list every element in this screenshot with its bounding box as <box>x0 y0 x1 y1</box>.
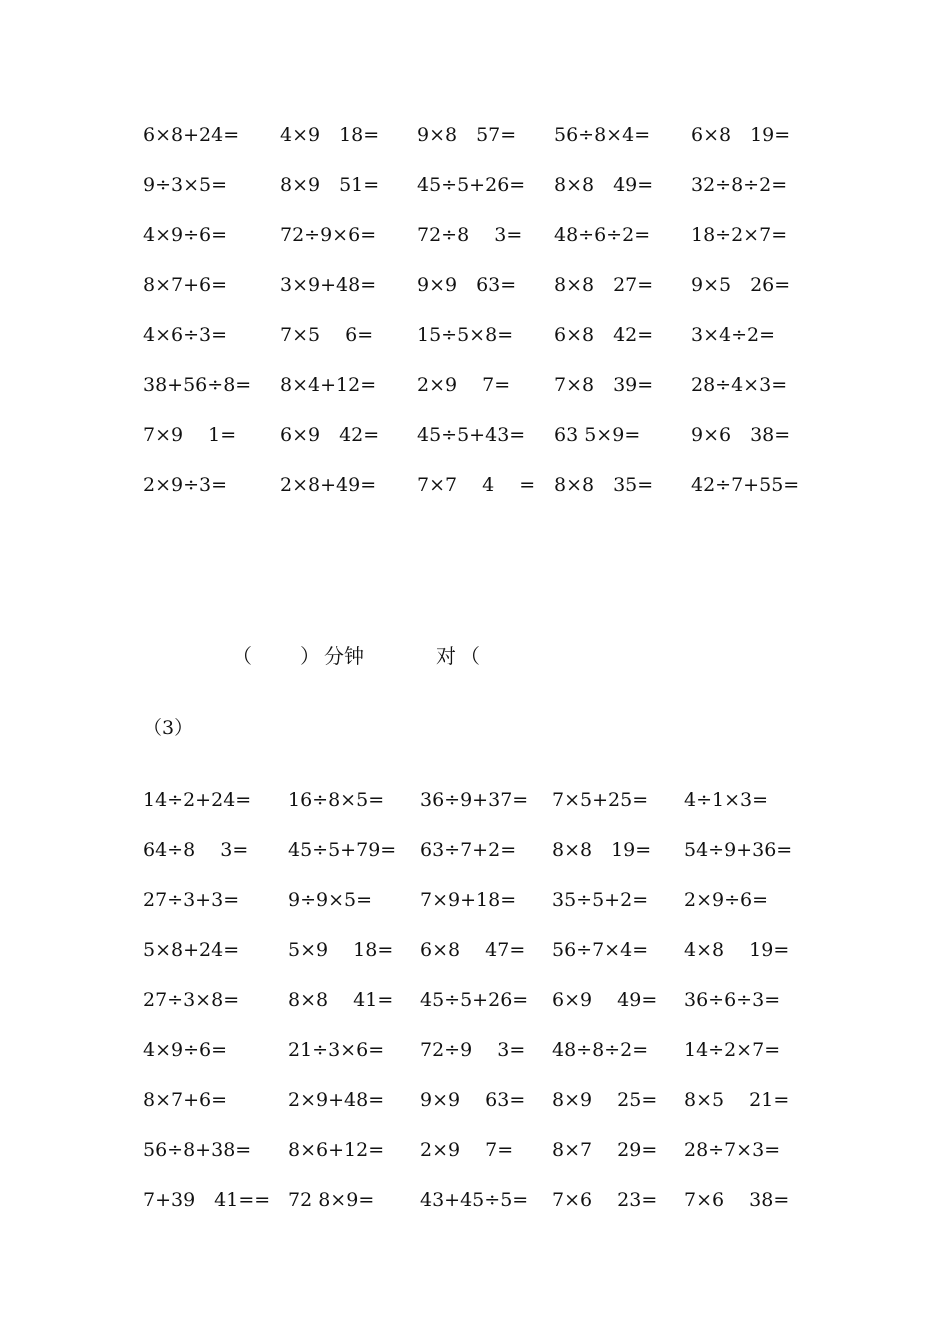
math-problem: 2×9 7= <box>417 374 511 396</box>
math-problem: 36÷6÷3= <box>684 989 781 1011</box>
math-problem: 36÷9+37= <box>420 789 529 811</box>
math-problem: 43+45÷5= <box>420 1189 529 1211</box>
math-problem: 21÷3×6= <box>288 1039 385 1061</box>
math-problem: 8×6+12= <box>288 1139 385 1161</box>
math-problem: 72÷9 3= <box>420 1039 526 1061</box>
math-problem: 7×5 6= <box>280 324 374 346</box>
math-problem: 2×9+48= <box>288 1089 385 1111</box>
math-problem: 14÷2+24= <box>143 789 252 811</box>
math-problem: 64÷8 3= <box>143 839 249 861</box>
math-problem: 72 8×9= <box>288 1189 375 1211</box>
math-problem: 27÷3+3= <box>143 889 240 911</box>
math-problem: 27÷3×8= <box>143 989 240 1011</box>
math-problem: 28÷7×3= <box>684 1139 781 1161</box>
math-problem: 14÷2×7= <box>684 1039 781 1061</box>
math-problem: 9×6 38= <box>691 424 791 446</box>
math-problem: 4×9÷6= <box>143 1039 228 1061</box>
math-problem: 5×9 18= <box>288 939 394 961</box>
math-problem: 2×8+49= <box>280 474 377 496</box>
math-problem: 7×9+18= <box>420 889 517 911</box>
math-problem: 8×8 27= <box>554 274 654 296</box>
math-problem: 4×6÷3= <box>143 324 228 346</box>
math-problem: 8×8 19= <box>552 839 652 861</box>
math-problem: 4×9 18= <box>280 124 380 146</box>
math-problem: 8×5 21= <box>684 1089 790 1111</box>
math-problem: 16÷8×5= <box>288 789 385 811</box>
math-problem: 56÷8+38= <box>143 1139 252 1161</box>
math-problem: 8×7+6= <box>143 1089 228 1111</box>
section-label: （3） <box>143 717 194 739</box>
math-problem: 9×9 63= <box>417 274 517 296</box>
math-problem: 8×7 29= <box>552 1139 658 1161</box>
math-problem: 3×4÷2= <box>691 324 776 346</box>
math-problem: 6×9 49= <box>552 989 658 1011</box>
math-problem: 7×7 4 = <box>417 474 536 496</box>
math-problem: 6×8 42= <box>554 324 654 346</box>
math-problem: 45÷5+26= <box>420 989 529 1011</box>
timer-line <box>0 640 950 672</box>
math-problem: 7×5+25= <box>552 789 649 811</box>
math-problem: 9×5 26= <box>691 274 791 296</box>
math-problem: 63 5×9= <box>554 424 641 446</box>
math-problem: 72÷9×6= <box>280 224 377 246</box>
math-problem: 45÷5+26= <box>417 174 526 196</box>
math-problem: 9×8 57= <box>417 124 517 146</box>
math-problem: 4÷1×3= <box>684 789 769 811</box>
math-problem: 45÷5+43= <box>417 424 526 446</box>
math-problem: 8×9 25= <box>552 1089 658 1111</box>
math-problem: 42÷7+55= <box>691 474 800 496</box>
math-problem: 48÷8÷2= <box>552 1039 649 1061</box>
math-problem: 35÷5+2= <box>552 889 649 911</box>
math-problem: 8×8 35= <box>554 474 654 496</box>
timer-open-paren: （ <box>232 644 252 668</box>
math-problem: 15÷5×8= <box>417 324 514 346</box>
math-problem: 3×9+48= <box>280 274 377 296</box>
correct-open-paren: （ <box>460 644 480 668</box>
math-problem: 6×8 47= <box>420 939 526 961</box>
math-problem: 7×9 1= <box>143 424 237 446</box>
math-problem: 4×9÷6= <box>143 224 228 246</box>
math-problem: 6×8 19= <box>691 124 791 146</box>
math-problem: 8×4+12= <box>280 374 377 396</box>
math-problem: 8×7+6= <box>143 274 228 296</box>
math-problem: 38+56÷8= <box>143 374 252 396</box>
math-problem: 2×9 7= <box>420 1139 514 1161</box>
math-problem: 72÷8 3= <box>417 224 523 246</box>
math-problem: 48÷6÷2= <box>554 224 651 246</box>
math-problem: 6×8+24= <box>143 124 240 146</box>
math-problem: 56÷7×4= <box>552 939 649 961</box>
math-problem: 18÷2×7= <box>691 224 788 246</box>
math-problem: 4×8 19= <box>684 939 790 961</box>
math-problem: 7+39 41== <box>143 1189 271 1211</box>
math-problem: 45÷5+79= <box>288 839 397 861</box>
math-problem: 8×9 51= <box>280 174 380 196</box>
math-problem: 7×8 39= <box>554 374 654 396</box>
math-problem: 56÷8×4= <box>554 124 651 146</box>
correct-label: 对 <box>436 644 456 668</box>
math-problem: 28÷4×3= <box>691 374 788 396</box>
math-problem: 2×9÷3= <box>143 474 228 496</box>
math-problem: 32÷8÷2= <box>691 174 788 196</box>
math-problem: 2×9÷6= <box>684 889 769 911</box>
problem-grid-2 <box>143 784 816 1234</box>
math-problem: 7×6 23= <box>552 1189 658 1211</box>
math-problem: 9÷3×5= <box>143 174 228 196</box>
math-problem: 8×8 49= <box>554 174 654 196</box>
math-problem: 9÷9×5= <box>288 889 373 911</box>
math-problem: 63÷7+2= <box>420 839 517 861</box>
math-problem: 9×9 63= <box>420 1089 526 1111</box>
math-problem: 8×8 41= <box>288 989 394 1011</box>
problem-grid-1 <box>143 119 828 519</box>
minutes-label: 分钟 <box>324 644 364 668</box>
timer-close-paren: ） <box>300 644 320 668</box>
math-problem: 6×9 42= <box>280 424 380 446</box>
math-problem: 7×6 38= <box>684 1189 790 1211</box>
math-problem: 54÷9+36= <box>684 839 793 861</box>
math-problem: 5×8+24= <box>143 939 240 961</box>
